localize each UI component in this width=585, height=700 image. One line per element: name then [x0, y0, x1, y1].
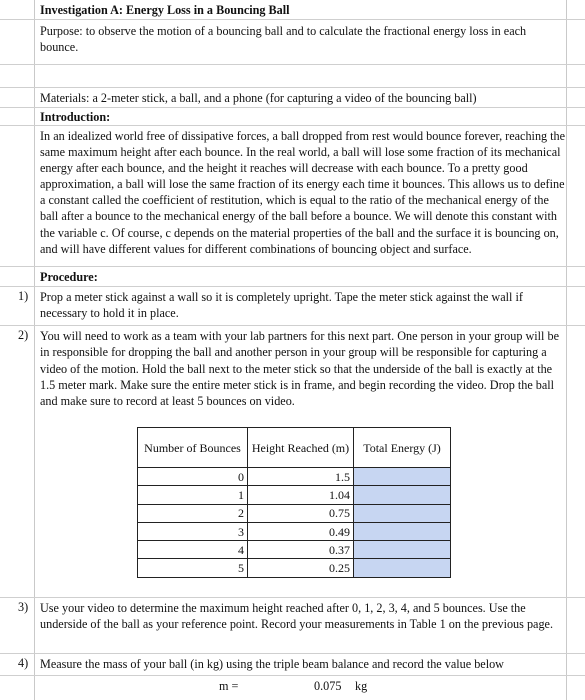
bounces-cell[interactable]: 2: [138, 504, 248, 522]
purpose-text: Purpose: to observe the motion of a bouncing ball and to calculate the fractional energy loss in each bounce.: [40, 24, 527, 55]
step-row: [0, 598, 585, 654]
introduction-text: In an idealized world free of dissipative forces, a ball dropped from rest would bounce forever, reaching the same maximum height after each bounce. In the real world, a ball will lose some fraction of its mechanical energy after each bounce, and the height it reaches will decrease with each bounce. To a pretty good approximation, a ball will lose the same fraction of its energy each time it bounces. This allows us to define a constant called the coefficient of restitution, which is equal to the ratio of the mechanical energy of the ball after a bounce to the mechanical energy of the ball before a bounce. We will denote this constant with the variable c. Of course, c depends on the material properties of the ball and the surface it is bouncing on, and will have different values for different combinations of bouncing object and surface.: [40, 129, 566, 256]
table-row: [138, 468, 451, 486]
introduction-heading-row: [0, 108, 585, 126]
energy-input-cell[interactable]: [354, 541, 451, 559]
table-row: [138, 541, 451, 559]
purpose-row: [0, 20, 585, 65]
energy-input-cell[interactable]: [354, 486, 451, 504]
mass-unit: kg: [355, 679, 368, 693]
step-text: Prop a meter stick against a wall so it is completely upright. Tape the meter stick against the wall if necessary to hold it in place.: [40, 290, 523, 321]
header-total-energy: Total Energy (J): [354, 428, 451, 468]
table-row: [138, 504, 451, 522]
table-row: [138, 486, 451, 504]
height-cell[interactable]: 0.25: [248, 559, 354, 577]
materials-row: [0, 88, 585, 108]
height-cell[interactable]: 0.75: [248, 504, 354, 522]
step-number: 1): [18, 289, 29, 303]
table-header-row: [138, 428, 451, 468]
energy-input-cell[interactable]: [354, 559, 451, 577]
header-number-of-bounces: Number of Bounces: [138, 428, 248, 468]
procedure-heading: Procedure:: [40, 270, 98, 284]
height-cell[interactable]: 1.5: [248, 468, 354, 486]
step-number: 3): [18, 600, 29, 614]
header-height-reached: Height Reached (m): [248, 428, 354, 468]
step-text: You will need to work as a team with your lab partners for this next part. One person in your group will be in responsible for dropping the ball and another person in your group will be responsible for capturing a video of the motion. Hold the ball next to the meter stick so that the underside of the ball is exactly at the 1.5 meter mark. Make sure the entire meter stick is in frame, and begin recording the video. Drop the ball and make sure to record at least 5 bounces on video.: [40, 329, 559, 409]
title-row: [0, 0, 585, 20]
energy-input-cell[interactable]: [354, 504, 451, 522]
mass-value[interactable]: 0.075: [314, 679, 342, 693]
bounce-data-table: [137, 427, 451, 578]
table-row: [138, 522, 451, 540]
height-cell[interactable]: 1.04: [248, 486, 354, 504]
height-cell[interactable]: 0.37: [248, 541, 354, 559]
step-row: [0, 287, 585, 326]
spacer-row: [0, 65, 585, 88]
document-title: Investigation A: Energy Loss in a Bouncing Ball: [40, 3, 290, 17]
step-number: 4): [18, 656, 29, 670]
mass-row: [0, 676, 585, 700]
step-number: 2): [18, 328, 29, 342]
step-text: Use your video to determine the maximum height reached after 0, 1, 2, 3, 4, and 5 bounces. Use the underside of the ball as your reference point. Record your measurements in Table 1 on the previous page.: [40, 601, 553, 632]
materials-text: Materials: a 2-meter stick, a ball, and a phone (for capturing a video of the bouncing ball): [40, 91, 477, 105]
energy-input-cell[interactable]: [354, 522, 451, 540]
bounces-cell[interactable]: 3: [138, 522, 248, 540]
bounces-cell[interactable]: 0: [138, 468, 248, 486]
procedure-heading-row: [0, 267, 585, 287]
bounces-cell[interactable]: 1: [138, 486, 248, 504]
introduction-row: [0, 126, 585, 267]
height-cell[interactable]: 0.49: [248, 522, 354, 540]
bounces-cell[interactable]: 5: [138, 559, 248, 577]
step-text: Measure the mass of your ball (in kg) using the triple beam balance and record the value below: [40, 657, 504, 671]
energy-input-cell[interactable]: [354, 468, 451, 486]
table-row: [138, 559, 451, 577]
introduction-heading: Introduction:: [40, 110, 111, 124]
step-row: [0, 654, 585, 676]
mass-label: m =: [219, 679, 239, 693]
bounces-cell[interactable]: 4: [138, 541, 248, 559]
